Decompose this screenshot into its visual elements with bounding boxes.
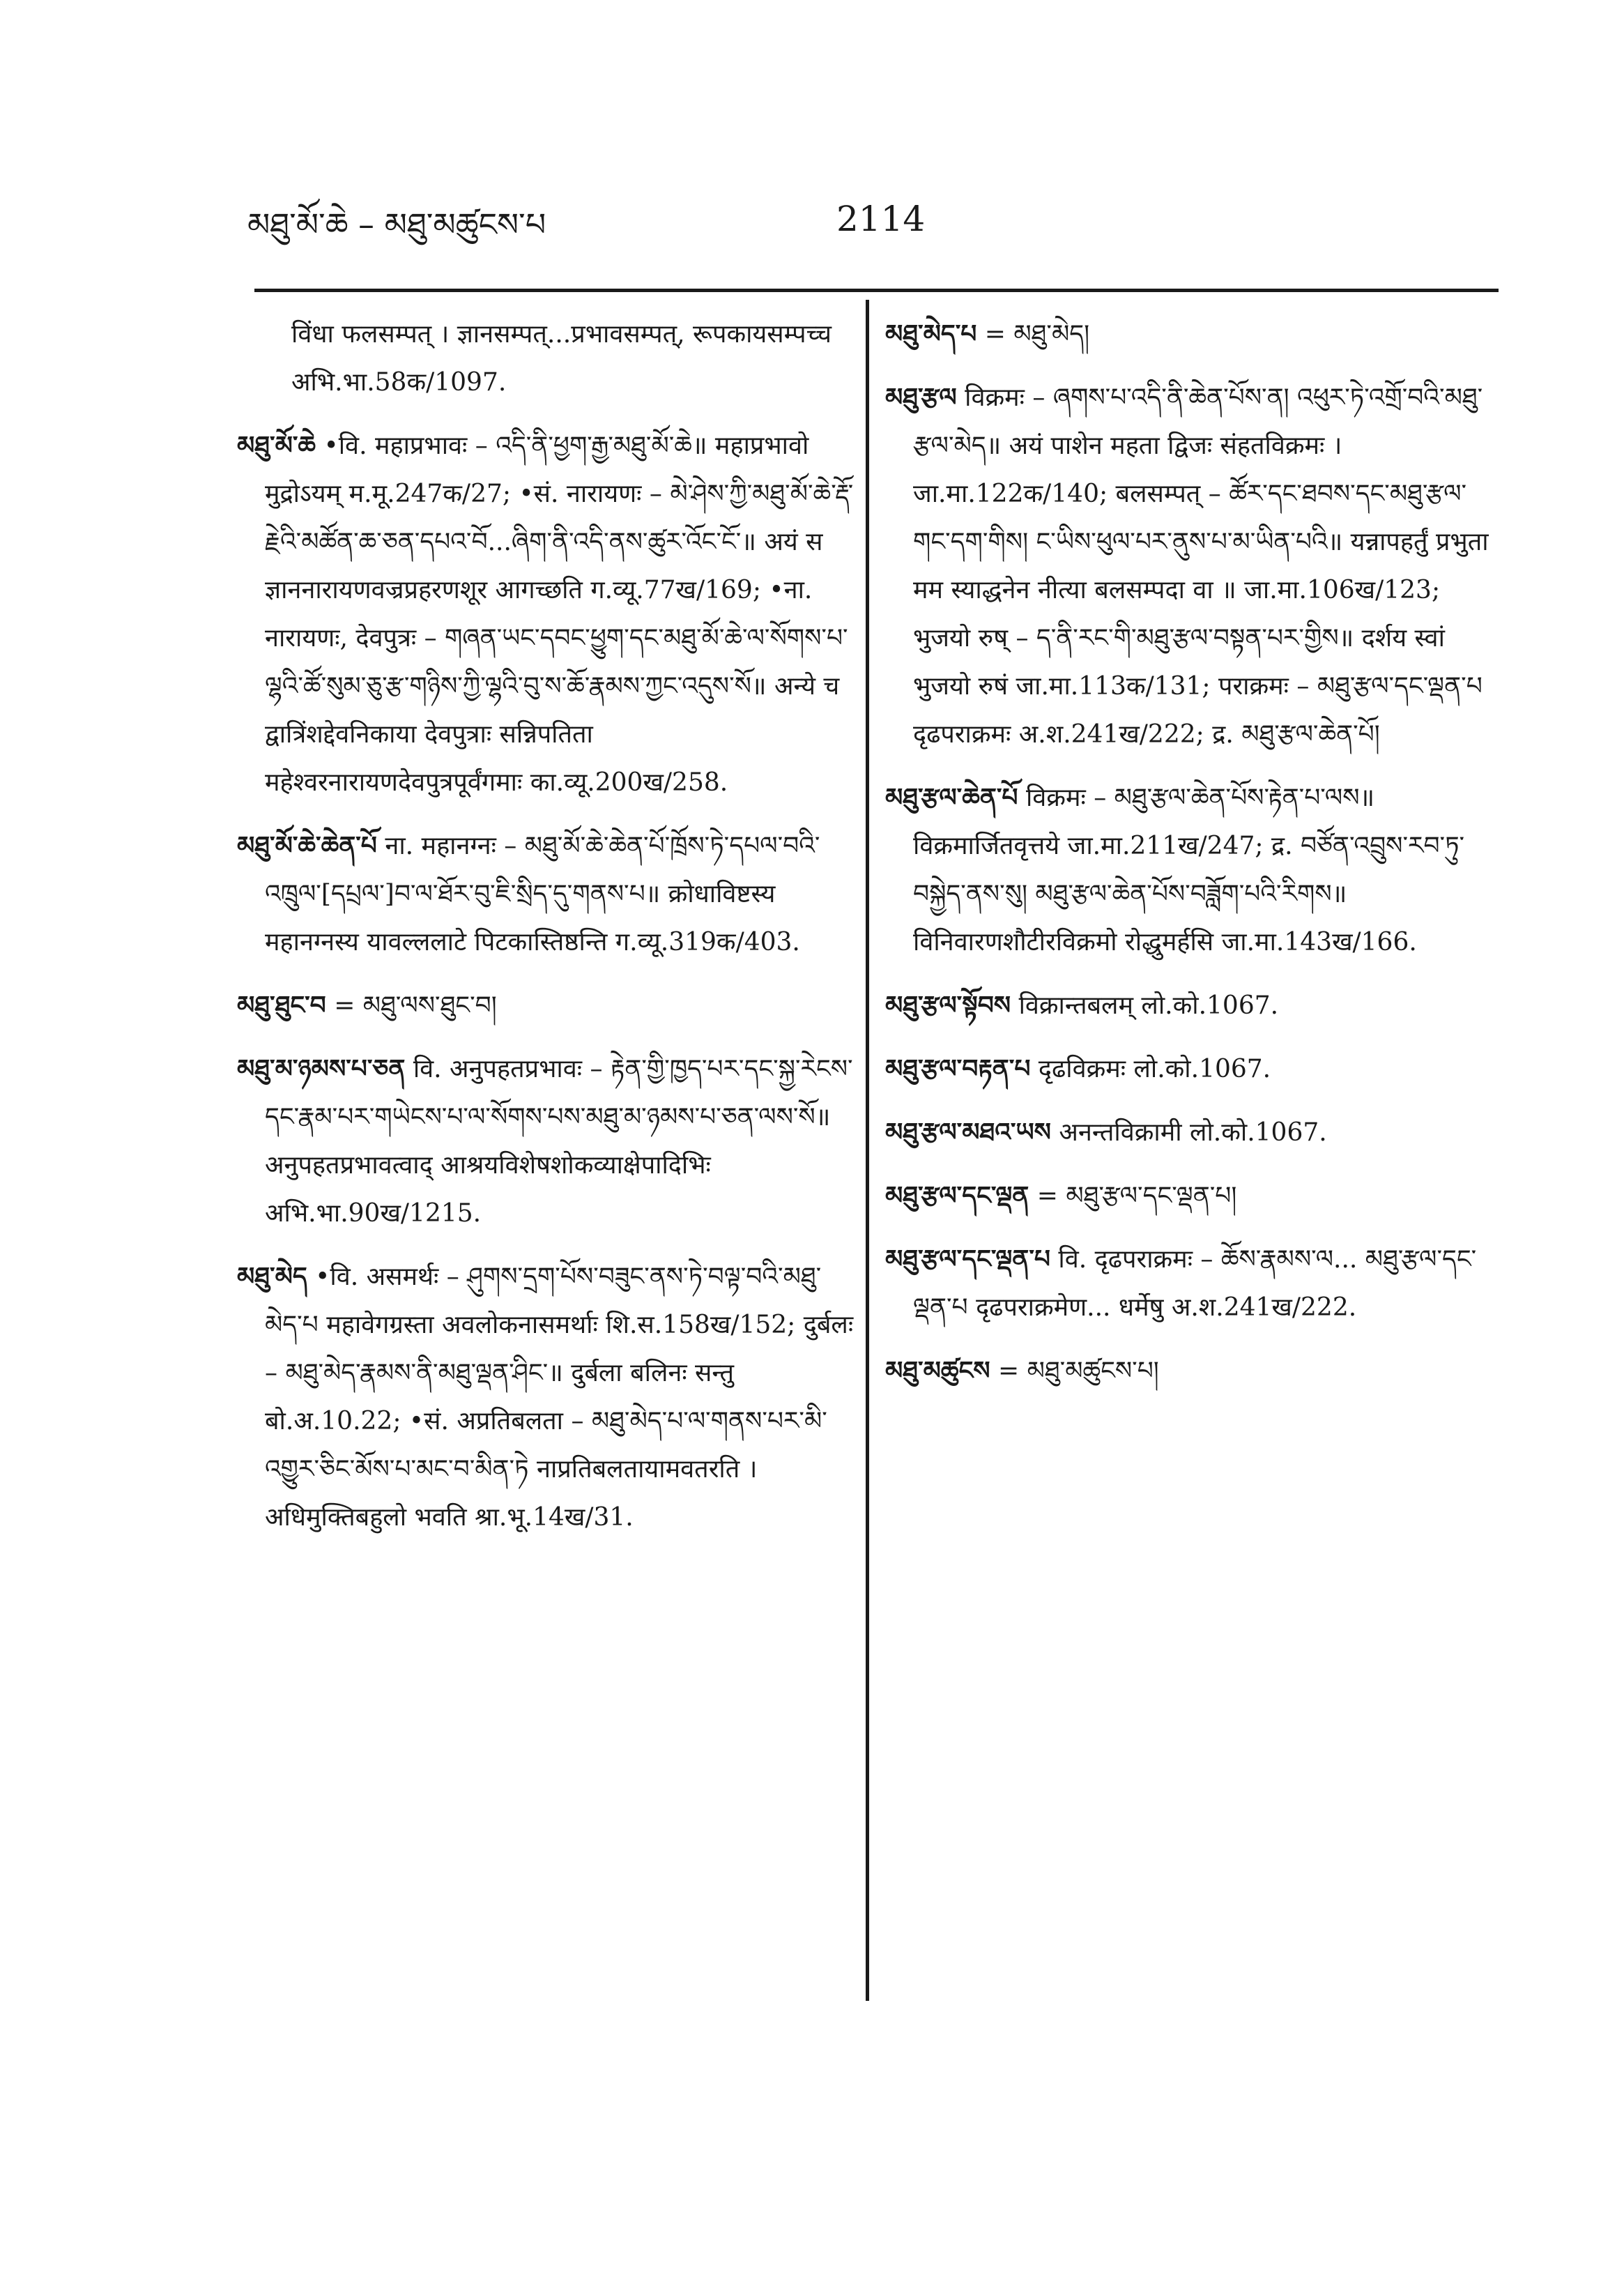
entry-text: = མཐུ་རྩལ་དང་ལྡན་པ། — [1036, 1182, 1237, 1210]
entry-text: = མཐུ་མེད། — [984, 320, 1090, 349]
dictionary-entry — [237, 1045, 854, 1237]
dictionary-entry — [885, 1045, 1499, 1093]
page-number: 2114 — [836, 199, 926, 239]
entry-text: विक्रमः – མཐུ་རྩལ་ཆེན་པོས་རྟེན་པ་ལས॥ विक्रमार्जितवृत्तये जा.मा.211ख/247; द्र. བཙོན་འབྲུས་རབ་ཏུ་བསྐྱེད་ནས་སུ། མཐུ་རྩལ་ཆེན་པོས་བཟློག་པའི་རིགས॥ विनिवारणशौटीरविक्रमो रोद्धुमर्हसि जा.मा.143ख/166. — [913, 784, 1465, 957]
entry-headword: མཐུ་མ་ཉམས་པ་ཅན — [237, 1055, 406, 1083]
running-header-headwords: མཐུ་མོ་ཆེ – མཐུ་མཚུངས་པ — [247, 206, 546, 243]
dictionary-entry — [885, 310, 1499, 358]
header-rule — [254, 289, 1499, 292]
entry-headword: མཐུ་མོ་ཆེ — [237, 432, 316, 460]
entry-text: विक्रान्तबलम् लो.को.1067. — [1018, 991, 1279, 1020]
entry-headword: མཐུ་མེད — [237, 1263, 307, 1291]
entry-text: दृढविक्रमः लो.को.1067. — [1038, 1055, 1271, 1083]
dictionary-entry — [885, 1347, 1499, 1395]
entry-text: •वि. महाप्रभावः – འདི་ནི་ཕྱག་རྒྱ་མཐུ་མོ་ཆེ॥ महाप्रभावो मुद्रोऽयम् म.मू.247क/27; •सं. नारायणः – མེ་ཤེས་ཀྱི་མཐུ་མོ་ཆེ་རྡོ་རྗེའི་མཚོན་ཆ་ཅན་དཔའ་བོ...ཞིག་ནི་འདི་ནས་ཚུར་འོང་ངོ་॥ अयं स ज्ञाननारायणवज्रप्रहरणशूर आगच्छति ग.व्यू.77ख/169; •ना. नारायणः, देवपुत्रः – གཞན་ཡང་དབང་ཕྱུག་དང་མཐུ་མོ་ཆེ་ལ་སོགས་པ་ལྷའི་ཚོ་སུམ་ཅུ་རྩ་གཉིས་ཀྱི་ལྷའི་བུ་ས་ཆོ་རྣམས་ཀྱང་འདུས་སོ॥ अन्ये च द्वात्रिंशद्देवनिकाया देवपुत्राः सन्निपतिता महेश्वरनारायणदेवपुत्रपूर्वंगमाः का.व्यू.200ख/258. — [265, 432, 854, 797]
entry-headword: མཐུ་རྩལ་བརྟན་པ — [885, 1055, 1031, 1083]
entry-headword: མཐུ་རྩལ — [885, 383, 957, 412]
entry-text: विंधा फलसम्पत् । ज्ञानसम्पत्...प्रभावसम्पत्, रूपकायसम्पच्च अभि.भा.58क/1097. — [291, 320, 832, 397]
entry-headword: མཐུ་མཚུངས — [885, 1357, 990, 1385]
entry-headword: མཐུ་རྩལ་སྟོབས — [885, 991, 1011, 1020]
dictionary-entry — [237, 1253, 854, 1541]
entry-text: = མཐུ་མཚུངས་པ། — [998, 1357, 1159, 1385]
entry-text: अनन्तविक्रामी लो.को.1067. — [1059, 1118, 1327, 1147]
dictionary-entry — [237, 982, 854, 1030]
dictionary-entry-continuation — [237, 310, 854, 406]
entry-headword: མཐུ་རྩལ་མཐའ་ཡས — [885, 1118, 1051, 1147]
dictionary-entry — [885, 774, 1499, 966]
entry-text: ना. महानग्नः – མཐུ་མོ་ཆེ་ཆེན་པོ་ཁྲོས་ཏེ་དཔལ་བའི་འཁྲུལ་[དཔྲལ་]བ་ལ་ཐོར་བུ་ཇི་སྲིད་དུ་གནས་པ॥ क्रोधाविष्टस्य महानग्नस्य यावल्ललाटे पिटकास्तिष्ठन्ति ग.व्यू.319क/403. — [265, 832, 820, 957]
left-column — [237, 310, 854, 1557]
entry-text: •वि. असमर्थः – ཤུགས་དྲག་པོས་བཟུང་ནས་ཏེ་བལྟ་བའི་མཐུ་མེད་པ महावेगग्रस्ता अवलोकनासमर्थाः शि.स.158ख/152; दुर्बलः – མཐུ་མེད་རྣམས་ནི་མཐུ་ལྡན་ཤིང་॥ दुर्बला बलिनः सन्तु बो.अ.10.22; •सं. अप्रतिबलता – མཐུ་མེད་པ་ལ་གནས་པར་མི་འགྱུར་ཅིང་མོས་པ་མང་བ་མིན་ཏེ नाप्रतिबलतायामवतरति । अधिमुक्तिबहुलो भवति श्रा.भू.14ख/31. — [265, 1263, 854, 1532]
entry-headword: མཐུ་རྩལ་དང་ལྡན — [885, 1182, 1029, 1210]
dictionary-entry — [237, 422, 854, 807]
right-column — [885, 310, 1499, 1410]
entry-headword: མཐུ་ཐུང་བ — [237, 991, 326, 1020]
entry-text: वि. दृढपराक्रमः – ཆོས་རྣམས་ལ... མཐུ་རྩལ་དང་ལྡན་པ दृढपराक्रमेण... धर्मेषु अ.श.241ख/222. — [913, 1245, 1477, 1322]
entry-text: वि. अनुपहतप्रभावः – རྟེན་གྱི་ཁྱད་པར་དང་སྐྱ་རེངས་དང་རྣམ་པར་གཡེངས་པ་ལ་སོགས་པས་མཐུ་མ་ཉམས་པ་ཅན་ལས་སོ॥ अनुपहतप्रभावत्वाद् आश्रयविशेषशोकव्याक्षेपादिभिः अभि.भा.90ख/1215. — [265, 1055, 853, 1228]
dictionary-entry — [885, 1172, 1499, 1220]
dictionary-entry — [885, 982, 1499, 1030]
column-divider — [866, 300, 869, 2001]
entry-headword: མཐུ་མེད་པ — [885, 320, 977, 349]
dictionary-entry — [885, 1108, 1499, 1157]
entry-headword: མཐུ་མོ་ཆེ་ཆེན་པོ — [237, 832, 377, 860]
dictionary-entry — [885, 1235, 1499, 1332]
entry-text: विक्रमः – ཞགས་པ་འདི་ནི་ཆེན་པོས་ན། འཕུར་ཏེ་འགྲོ་བའི་མཐུ་རྩལ་མེད॥ अयं पाशेन महता द्विजः संहतविक्रमः । जा.मा.122क/140; बलसम्पत् – ཚོར་དང་ཐབས་དང་མཐུ་རྩལ་གང་དག་གིས། ང་ཡིས་ཕུལ་པར་ནུས་པ་མ་ཡིན་པའི॥ यन्नापहर्तुं प्रभुता मम स्याद्धनेन नीत्या बलसम्पदा वा ॥ जा.मा.106ख/123; भुजयो रुष् – ད་ནི་རང་གི་མཐུ་རྩལ་བསྟན་པར་གྱིས॥ दर्शय स्वां भुजयो रुषं जा.मा.113क/131; पराक्रमः – མཐུ་རྩལ་དང་ལྡན་པ दृढपराक्रमः अ.श.241ख/222; द्र. མཐུ་རྩལ་ཆེན་པོ། — [913, 383, 1489, 749]
entry-headword: མཐུ་རྩལ་ཆེན་པོ — [885, 784, 1018, 812]
dictionary-entry — [237, 822, 854, 966]
entry-text: = མཐུ་ལས་ཐུང་བ། — [334, 991, 497, 1020]
dictionary-entry — [885, 374, 1499, 759]
entry-headword: མཐུ་རྩལ་དང་ལྡན་པ — [885, 1245, 1050, 1274]
